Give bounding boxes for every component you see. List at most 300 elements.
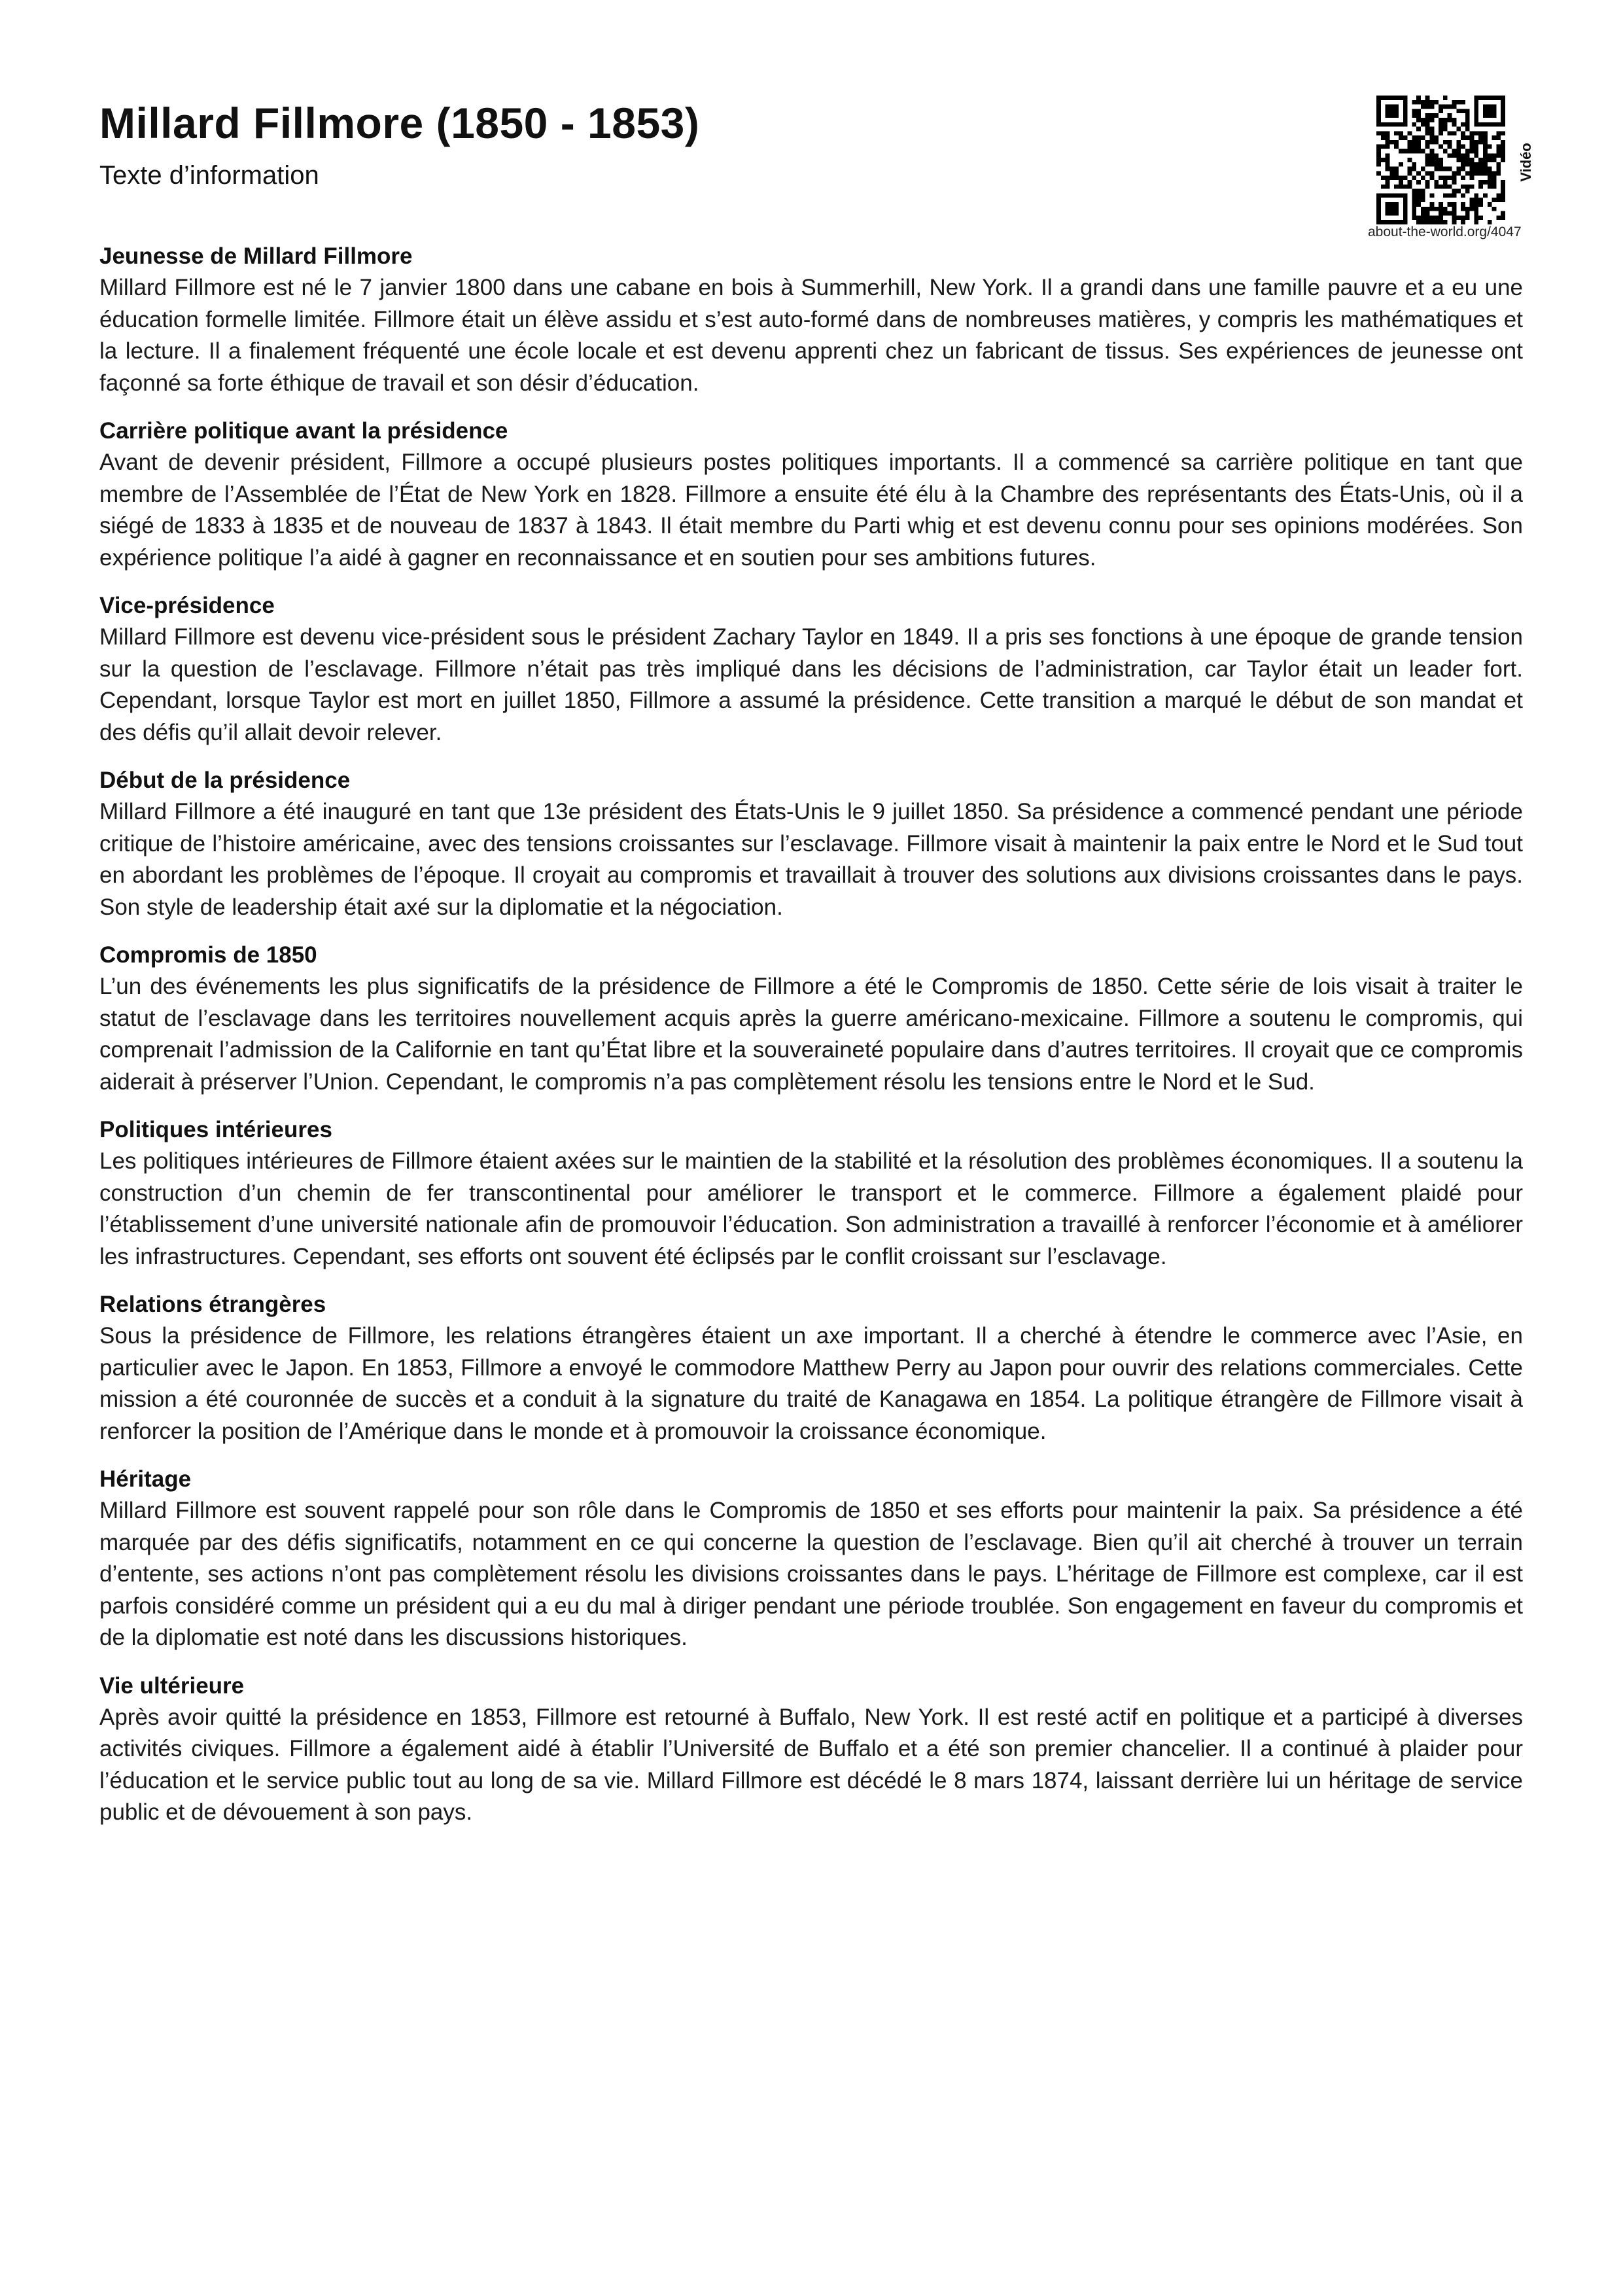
qr-module (1501, 96, 1505, 100)
qr-module (1448, 175, 1452, 180)
qr-module (1474, 162, 1478, 167)
qr-module (1456, 158, 1461, 162)
qr-module (1496, 193, 1501, 198)
qr-module (1386, 135, 1390, 140)
qr-module (1470, 131, 1475, 135)
qr-module (1456, 149, 1461, 154)
qr-module (1470, 145, 1475, 149)
qr-module (1456, 145, 1461, 149)
qr-module (1421, 220, 1425, 224)
qr-module (1412, 140, 1416, 145)
qr-module (1488, 202, 1492, 207)
qr-module (1376, 207, 1381, 211)
qr-module (1496, 145, 1501, 149)
qr-module (1461, 193, 1465, 198)
qr-module (1394, 175, 1399, 180)
qr-module (1425, 220, 1430, 224)
qr-module (1492, 158, 1497, 162)
qr-module (1430, 220, 1435, 224)
qr-module (1434, 167, 1439, 171)
qr-module (1416, 127, 1421, 132)
qr-module (1403, 105, 1408, 109)
qr-module (1456, 153, 1461, 158)
section-body: Les politiques intérieures de Fillmore étaient axées sur le maintien de la stabilité et la résolution des problèmes économiques. Il a soutenu la construction d’un chemin de fer transcontinental pour améliorer le transport et le commerce. Fillmore a également plaidé pour l’établissement d’une université nationale afin de promouvoir l’éducation. Son administration a travaillé à renforcer l’économie et à améliorer les infrastructures. Cependant, ses efforts ont souvent été éclipsés par le conflit croissant sur l’esclavage. (99, 1148, 1523, 1269)
qr-module (1483, 140, 1488, 145)
qr-module (1448, 153, 1452, 158)
qr-module (1376, 96, 1381, 100)
qr-module (1452, 118, 1456, 122)
qr-module (1381, 135, 1386, 140)
qr-module (1403, 220, 1408, 224)
qr-module (1403, 100, 1408, 105)
qr-module (1501, 198, 1505, 202)
qr-module (1425, 140, 1430, 145)
qr-module (1430, 162, 1435, 167)
qr-module (1439, 122, 1443, 127)
qr-module (1456, 167, 1461, 171)
qr-module (1376, 153, 1381, 158)
qr-module (1399, 135, 1403, 140)
qr-module (1389, 193, 1394, 198)
qr-module (1416, 113, 1421, 118)
qr-module (1403, 198, 1408, 202)
qr-module (1474, 193, 1478, 198)
qr-module (1403, 109, 1408, 113)
qr-module (1430, 202, 1435, 207)
qr-module (1425, 145, 1430, 149)
qr-module (1443, 118, 1448, 122)
qr-module (1399, 122, 1403, 127)
qr-module (1448, 140, 1452, 145)
qr-module (1403, 113, 1408, 118)
qr-module (1386, 122, 1390, 127)
qr-module (1488, 113, 1492, 118)
qr-module (1421, 167, 1425, 171)
qr-module (1474, 105, 1478, 109)
qr-module (1394, 96, 1399, 100)
qr-module (1430, 127, 1435, 132)
qr-code-icon[interactable] (1376, 96, 1505, 224)
qr-url[interactable]: about-the-world.org/4047 (1368, 224, 1522, 239)
qr-module (1478, 158, 1483, 162)
qr-module (1408, 185, 1412, 189)
qr-module (1430, 135, 1435, 140)
qr-module (1488, 175, 1492, 180)
qr-module (1439, 215, 1443, 220)
qr-module (1434, 113, 1439, 118)
qr-module (1376, 109, 1381, 113)
qr-module (1478, 96, 1483, 100)
qr-module (1434, 215, 1439, 220)
qr-module (1439, 118, 1443, 122)
qr-module (1478, 180, 1483, 185)
qr-module (1416, 189, 1421, 194)
qr-module (1425, 185, 1430, 189)
section-heading: Compromis de 1850 (99, 942, 317, 968)
qr-module (1416, 171, 1421, 175)
qr-module (1434, 135, 1439, 140)
qr-module (1470, 202, 1475, 207)
qr-module (1492, 135, 1497, 140)
qr-module (1416, 193, 1421, 198)
qr-module (1474, 113, 1478, 118)
qr-module (1381, 158, 1386, 162)
qr-module (1403, 118, 1408, 122)
qr-module (1470, 185, 1475, 189)
qr-module (1452, 193, 1456, 198)
qr-module (1421, 189, 1425, 194)
qr-module (1452, 220, 1456, 224)
sections-container (99, 241, 1523, 1845)
qr-module (1443, 122, 1448, 127)
qr-module (1412, 149, 1416, 154)
qr-module (1434, 153, 1439, 158)
qr-module (1443, 149, 1448, 154)
qr-module (1386, 185, 1390, 189)
qr-module (1376, 162, 1381, 167)
qr-module (1448, 131, 1452, 135)
qr-module (1403, 122, 1408, 127)
qr-module (1416, 109, 1421, 113)
qr-module (1483, 109, 1488, 113)
qr-module (1412, 145, 1416, 149)
qr-module (1452, 149, 1456, 154)
qr-module (1452, 189, 1456, 194)
qr-module (1421, 100, 1425, 105)
qr-module (1394, 202, 1399, 207)
qr-module (1456, 171, 1461, 175)
qr-module (1416, 149, 1421, 154)
qr-module (1465, 211, 1470, 216)
section-heading: Héritage (99, 1466, 192, 1492)
qr-module (1483, 158, 1488, 162)
qr-module (1425, 171, 1430, 175)
qr-module (1448, 185, 1452, 189)
qr-module (1381, 145, 1386, 149)
qr-module (1488, 171, 1492, 175)
qr-module (1443, 127, 1448, 132)
qr-module (1376, 113, 1381, 118)
qr-module (1416, 100, 1421, 105)
qr-module (1439, 207, 1443, 211)
qr-module (1496, 162, 1501, 167)
qr-module (1470, 198, 1475, 202)
qr-module (1488, 180, 1492, 185)
qr-module (1403, 149, 1408, 154)
qr-module (1389, 105, 1394, 109)
section-body: Après avoir quitté la présidence en 1853, Fillmore est retourné à Buffalo, New York. Il est resté actif en politique et a participé à diverses activités civiques. Fillmore a également aidé à établir l’Université de Buffalo et a été son premier chancelier. Il a continué à plaider pour l’éducation et le service public tout au long de sa vie. Millard Fillmore est décédé le 8 mars 1874, laissant derrière lui un héritage de service public et de dévouement à son pays. (99, 1704, 1523, 1825)
qr-module (1381, 220, 1386, 224)
qr-module (1470, 162, 1475, 167)
qr-module (1443, 193, 1448, 198)
qr-module (1403, 96, 1408, 100)
qr-module (1416, 145, 1421, 149)
section-body: L’un des événements les plus significatifs de la présidence de Fillmore a été le Compromis de 1850. Cette série de lois visait à traiter le statut de l’esclavage dans les territoires nouvellement acquis après la guerre américano-mexicaine. Fillmore a soutenu le compromis, qui comprenait l’admission de la Californie en tant qu’État libre et la souveraineté populaire dans d’autres territoires. Il croyait que ce compromis aiderait à préserver l’Union. Cependant, le compromis n’a pas complètement résolu les tensions entre le Nord et le Sud. (99, 974, 1523, 1095)
qr-module (1474, 109, 1478, 113)
qr-module (1496, 122, 1501, 127)
qr-module (1389, 207, 1394, 211)
qr-module (1425, 158, 1430, 162)
video-label: Vidéo (1518, 143, 1534, 182)
qr-module (1448, 202, 1452, 207)
qr-module (1501, 193, 1505, 198)
qr-module (1386, 167, 1390, 171)
qr-module (1376, 122, 1381, 127)
section (99, 1289, 1523, 1447)
qr-module (1416, 180, 1421, 185)
qr-module (1403, 193, 1408, 198)
qr-module (1452, 180, 1456, 185)
qr-module (1439, 167, 1443, 171)
qr-module (1425, 118, 1430, 122)
qr-module (1474, 100, 1478, 105)
qr-module (1412, 162, 1416, 167)
qr-module (1443, 185, 1448, 189)
qr-module (1389, 202, 1394, 207)
qr-module (1434, 100, 1439, 105)
qr-module (1488, 158, 1492, 162)
qr-module (1488, 109, 1492, 113)
section-body: Millard Fillmore est né le 7 janvier 1800 dans une cabane en bois à Summerhill, New York. Il a grandi dans une famille pauvre et a eu une éducation formelle limitée. Fillmore était un élève assidu et s’est auto-formé dans de nombreuses matières, y compris les mathématiques et la lecture. Il a finalement fréquenté une école locale et est devenu apprenti chez un fabricant de tissus. Ses expériences de jeunesse ont façonné sa forte éthique de travail et son désir d’éducation. (99, 275, 1523, 396)
qr-module (1430, 207, 1435, 211)
qr-module (1386, 113, 1390, 118)
qr-module (1386, 193, 1390, 198)
qr-module (1425, 162, 1430, 167)
qr-module (1483, 122, 1488, 127)
qr-module (1408, 171, 1412, 175)
qr-module (1412, 100, 1416, 105)
qr-module (1425, 215, 1430, 220)
qr-module (1501, 131, 1505, 135)
qr-module (1483, 180, 1488, 185)
qr-module (1421, 135, 1425, 140)
qr-module (1488, 145, 1492, 149)
qr-module (1394, 207, 1399, 211)
qr-module (1399, 175, 1403, 180)
qr-module (1492, 175, 1497, 180)
qr-module (1448, 118, 1452, 122)
qr-module (1461, 135, 1465, 140)
section-heading: Carrière politique avant la présidence (99, 418, 508, 444)
page-subtitle: Texte d’information (99, 161, 319, 190)
qr-module (1474, 145, 1478, 149)
qr-module (1386, 131, 1390, 135)
section (99, 1670, 1523, 1829)
qr-module (1452, 122, 1456, 127)
qr-module (1483, 113, 1488, 118)
qr-module (1434, 162, 1439, 167)
qr-module (1478, 131, 1483, 135)
qr-module (1470, 167, 1475, 171)
qr-module (1416, 215, 1421, 220)
qr-module (1389, 113, 1394, 118)
qr-module (1456, 100, 1461, 105)
qr-module (1386, 158, 1390, 162)
qr-module (1452, 153, 1456, 158)
qr-module (1448, 167, 1452, 171)
qr-module (1461, 158, 1465, 162)
qr-module (1399, 131, 1403, 135)
qr-module (1389, 140, 1394, 145)
qr-module (1421, 105, 1425, 109)
section-body: Avant de devenir président, Fillmore a occupé plusieurs postes politiques importants. Il a commencé sa carrière politique en tant que membre de l’Assemblée de l’État de New York en 1828. Fillmore a ensuite été élu à la Chambre des représentants des États-Unis, où il a siégé de 1833 à 1835 et de nouveau de 1837 à 1843. Il était membre du Parti whig et est devenu connu pour ses opinions modérées. Son expérience politique l’a aidé à gagner en reconnaissance et en soutien pour ses ambitions futures. (99, 450, 1523, 571)
qr-module (1381, 175, 1386, 180)
qr-module (1488, 122, 1492, 127)
qr-module (1434, 140, 1439, 145)
qr-module (1478, 185, 1483, 189)
qr-module (1461, 167, 1465, 171)
qr-module (1456, 189, 1461, 194)
qr-module (1492, 180, 1497, 185)
qr-module (1465, 158, 1470, 162)
qr-module (1443, 211, 1448, 216)
qr-module (1501, 189, 1505, 194)
qr-module (1448, 193, 1452, 198)
qr-module (1488, 96, 1492, 100)
qr-module (1496, 198, 1501, 202)
qr-module (1461, 153, 1465, 158)
qr-module (1461, 175, 1465, 180)
qr-module (1461, 207, 1465, 211)
qr-module (1412, 135, 1416, 140)
qr-module (1483, 145, 1488, 149)
qr-module (1412, 175, 1416, 180)
qr-module (1465, 171, 1470, 175)
section (99, 590, 1523, 749)
qr-module (1425, 122, 1430, 127)
qr-module (1421, 207, 1425, 211)
section (99, 940, 1523, 1098)
qr-module (1496, 149, 1501, 154)
qr-module (1461, 131, 1465, 135)
qr-module (1399, 193, 1403, 198)
qr-module (1470, 158, 1475, 162)
qr-module (1439, 220, 1443, 224)
qr-module (1439, 131, 1443, 135)
qr-module (1465, 149, 1470, 154)
qr-module (1501, 109, 1505, 113)
qr-module (1439, 158, 1443, 162)
qr-module (1430, 140, 1435, 145)
qr-module (1430, 215, 1435, 220)
section (99, 1114, 1523, 1273)
qr-module (1430, 100, 1435, 105)
section-body: Millard Fillmore est souvent rappelé pour son rôle dans le Compromis de 1850 et ses efforts pour maintenir la paix. Sa présidence a été marquée par des défis significatifs, notamment en ce qui concerne la question de l’esclavage. Bien qu’il ait cherché à trouver un terrain d’entente, ses actions n’ont pas complètement résolu les divisions croissantes dans le pays. L’héritage de Fillmore est complexe, car il est parfois considéré comme un président qui a eu du mal à diriger pendant une période troublée. Son engagement en faveur du compromis et de la diplomatie est noté dans les discussions historiques. (99, 1498, 1523, 1650)
qr-module (1465, 153, 1470, 158)
qr-module (1474, 153, 1478, 158)
qr-module (1483, 105, 1488, 109)
qr-module (1461, 220, 1465, 224)
qr-module (1403, 211, 1408, 216)
section-body: Sous la présidence de Fillmore, les relations étrangères étaient un axe important. Il a cherché à étendre le commerce avec l’Asie, en particulier avec le Japon. En 1853, Fillmore a envoyé le commodore Matthew Perry au Japon pour ouvrir des relations commerciales. Cette mission a été couronnée de succès et a conduit à la signature du traité de Kanagawa en 1854. La politique étrangère de Fillmore visait à renforcer la position de l’Amérique dans le monde et à promouvoir la croissance économique. (99, 1323, 1523, 1444)
qr-module (1465, 207, 1470, 211)
qr-module (1470, 140, 1475, 145)
qr-module (1443, 180, 1448, 185)
qr-module (1483, 167, 1488, 171)
qr-module (1492, 122, 1497, 127)
qr-module (1394, 171, 1399, 175)
qr-module (1501, 185, 1505, 189)
qr-module (1501, 180, 1505, 185)
qr-module (1461, 145, 1465, 149)
qr-module (1465, 185, 1470, 189)
qr-module (1403, 135, 1408, 140)
qr-module (1474, 140, 1478, 145)
qr-module (1439, 127, 1443, 132)
qr-module (1399, 220, 1403, 224)
qr-module (1443, 220, 1448, 224)
qr-module (1394, 193, 1399, 198)
qr-module (1381, 122, 1386, 127)
qr-module (1461, 100, 1465, 105)
qr-module (1492, 171, 1497, 175)
qr-module (1376, 158, 1381, 162)
qr-module (1376, 145, 1381, 149)
qr-module (1376, 100, 1381, 105)
section-body: Millard Fillmore a été inauguré en tant que 13e président des États-Unis le 9 juillet 1850. Sa présidence a commencé pendant une période critique de l’histoire américaine, avec des tensions croissantes sur l’esclavage. Fillmore visait à maintenir la paix entre le Nord et le Sud tout en abordant les problèmes de l’époque. Il croyait au compromis et travaillait à trouver des solutions aux divisions croissantes dans le pays. Son style de leadership était axé sur la diplomatie et la négociation. (99, 799, 1523, 920)
qr-module (1501, 118, 1505, 122)
qr-module (1439, 109, 1443, 113)
qr-module (1376, 171, 1381, 175)
qr-module (1386, 211, 1390, 216)
qr-module (1416, 118, 1421, 122)
qr-module (1389, 220, 1394, 224)
qr-module (1488, 153, 1492, 158)
qr-module (1403, 185, 1408, 189)
qr-module (1403, 202, 1408, 207)
qr-module (1488, 105, 1492, 109)
qr-module (1492, 109, 1497, 113)
qr-module (1412, 193, 1416, 198)
qr-block[interactable] (1280, 96, 1534, 247)
qr-module (1421, 193, 1425, 198)
qr-module (1492, 153, 1497, 158)
qr-module (1492, 113, 1497, 118)
qr-module (1452, 171, 1456, 175)
qr-module (1474, 131, 1478, 135)
qr-module (1452, 105, 1456, 109)
section (99, 1464, 1523, 1654)
qr-module (1412, 167, 1416, 171)
qr-module (1465, 162, 1470, 167)
qr-module (1389, 175, 1394, 180)
qr-module (1408, 158, 1412, 162)
qr-module (1394, 167, 1399, 171)
qr-module (1448, 113, 1452, 118)
qr-module (1492, 96, 1497, 100)
section-heading: Vice-présidence (99, 593, 275, 618)
qr-module (1452, 202, 1456, 207)
qr-module (1389, 96, 1394, 100)
qr-module (1478, 162, 1483, 167)
qr-module (1389, 122, 1394, 127)
qr-module (1474, 207, 1478, 211)
qr-module (1386, 207, 1390, 211)
qr-module (1394, 131, 1399, 135)
qr-module (1456, 140, 1461, 145)
qr-module (1492, 185, 1497, 189)
qr-module (1408, 149, 1412, 154)
qr-module (1394, 105, 1399, 109)
qr-module (1443, 175, 1448, 180)
qr-module (1421, 198, 1425, 202)
qr-module (1394, 122, 1399, 127)
qr-module (1399, 180, 1403, 185)
qr-module (1430, 175, 1435, 180)
qr-module (1403, 175, 1408, 180)
qr-module (1496, 135, 1501, 140)
qr-module (1465, 189, 1470, 194)
